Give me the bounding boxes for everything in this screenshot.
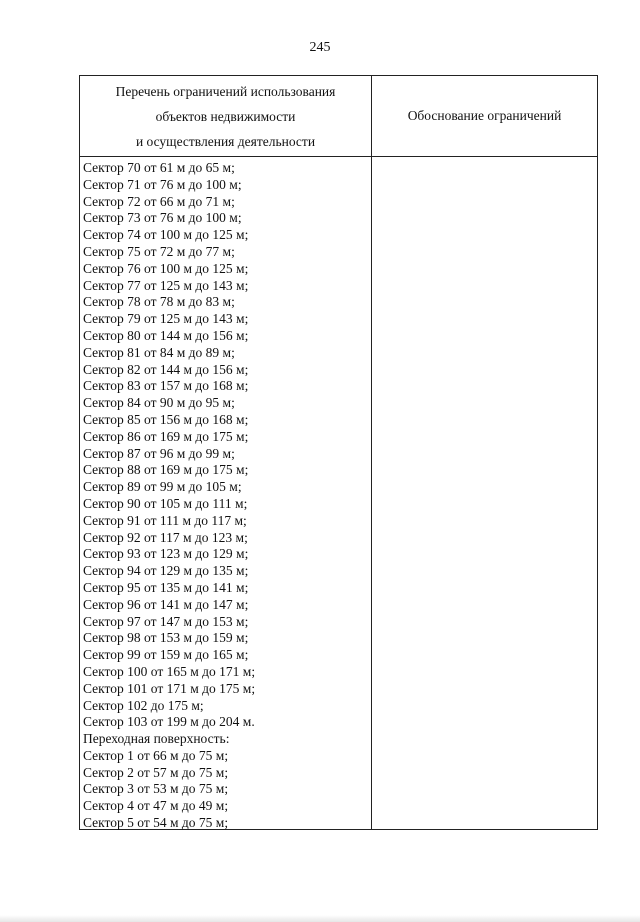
header-divider (80, 156, 597, 157)
table-row: Переходная поверхность: (83, 731, 230, 747)
table-row: Сектор 73 от 76 м до 100 м; (83, 210, 242, 226)
header-left-line: и осуществления деятельности (135, 133, 316, 149)
table-row: Сектор 102 до 175 м; (83, 697, 204, 713)
table-row: Сектор 2 от 57 м до 75 м; (83, 764, 229, 780)
table-row: Сектор 86 от 169 м до 175 м; (83, 428, 249, 444)
table-row: Сектор 93 от 123 м до 129 м; (83, 546, 249, 562)
table-row: Сектор 80 от 144 м до 156 м; (83, 327, 249, 343)
table-row: Сектор 77 от 125 м до 143 м; (83, 277, 249, 293)
table-row: Сектор 103 от 199 м до 204 м. (83, 714, 255, 730)
restrictions-table (79, 75, 598, 830)
column-divider (371, 76, 372, 829)
table-row: Сектор 79 от 125 м до 143 м; (83, 311, 249, 327)
header-left-line: Перечень ограничений использования (115, 83, 336, 99)
table-row: Сектор 100 от 165 м до 171 м; (83, 663, 256, 679)
table-row: Сектор 85 от 156 м до 168 м; (83, 411, 249, 427)
table-row: Сектор 70 от 61 м до 65 м; (83, 160, 235, 175)
table-row: Сектор 76 от 100 м до 125 м; (83, 260, 249, 276)
table-row: Сектор 1 от 66 м до 75 м; (83, 747, 229, 763)
table-row: Сектор 75 от 72 м до 77 м; (83, 243, 235, 259)
table-row: Сектор 5 от 54 м до 75 м; (83, 815, 229, 831)
header-justification: Обоснование ограничений (407, 108, 562, 123)
restrictions-list (83, 160, 368, 832)
table-row: Сектор 71 от 76 м до 100 м; (83, 176, 242, 192)
table-row: Сектор 98 от 153 м до 159 м; (83, 630, 249, 646)
table-row: Сектор 81 от 84 м до 89 м; (83, 344, 235, 360)
table-row: Сектор 99 от 159 м до 165 м; (83, 647, 249, 663)
table-row: Сектор 82 от 144 м до 156 м; (83, 361, 249, 377)
table-row: Сектор 91 от 111 м до 117 м; (83, 512, 247, 528)
table-row: Сектор 72 от 66 м до 71 м; (83, 193, 235, 209)
table-row: Сектор 78 от 78 м до 83 м; (83, 294, 235, 310)
table-row: Сектор 74 от 100 м до 125 м; (83, 227, 249, 243)
table-row: Сектор 97 от 147 м до 153 м; (83, 613, 249, 629)
table-row: Сектор 96 от 141 м до 147 м; (83, 596, 249, 612)
table-row: Сектор 94 от 129 м до 135 м; (83, 563, 249, 579)
table-row: Сектор 95 от 135 м до 141 м; (83, 579, 249, 595)
table-row: Сектор 88 от 169 м до 175 м; (83, 462, 249, 478)
table-row: Сектор 3 от 53 м до 75 м; (83, 781, 229, 797)
table-row: Сектор 92 от 117 м до 123 м; (83, 529, 248, 545)
header-restrictions-list (80, 76, 371, 156)
header-left-line: объектов недвижимости (155, 108, 296, 124)
table-row: Сектор 84 от 90 м до 95 м; (83, 395, 235, 411)
table-row: Сектор 90 от 105 м до 111 м; (83, 495, 248, 511)
table-row: Сектор 101 от 171 м до 175 м; (83, 680, 256, 696)
table-row: Сектор 4 от 47 м до 49 м; (83, 798, 229, 814)
table-row: Сектор 83 от 157 м до 168 м; (83, 378, 249, 394)
scan-edge-shadow (0, 915, 640, 922)
table-row: Сектор 87 от 96 м до 99 м; (83, 445, 235, 461)
table-row: Сектор 89 от 99 м до 105 м; (83, 479, 242, 495)
page-number: 245 (309, 40, 331, 55)
